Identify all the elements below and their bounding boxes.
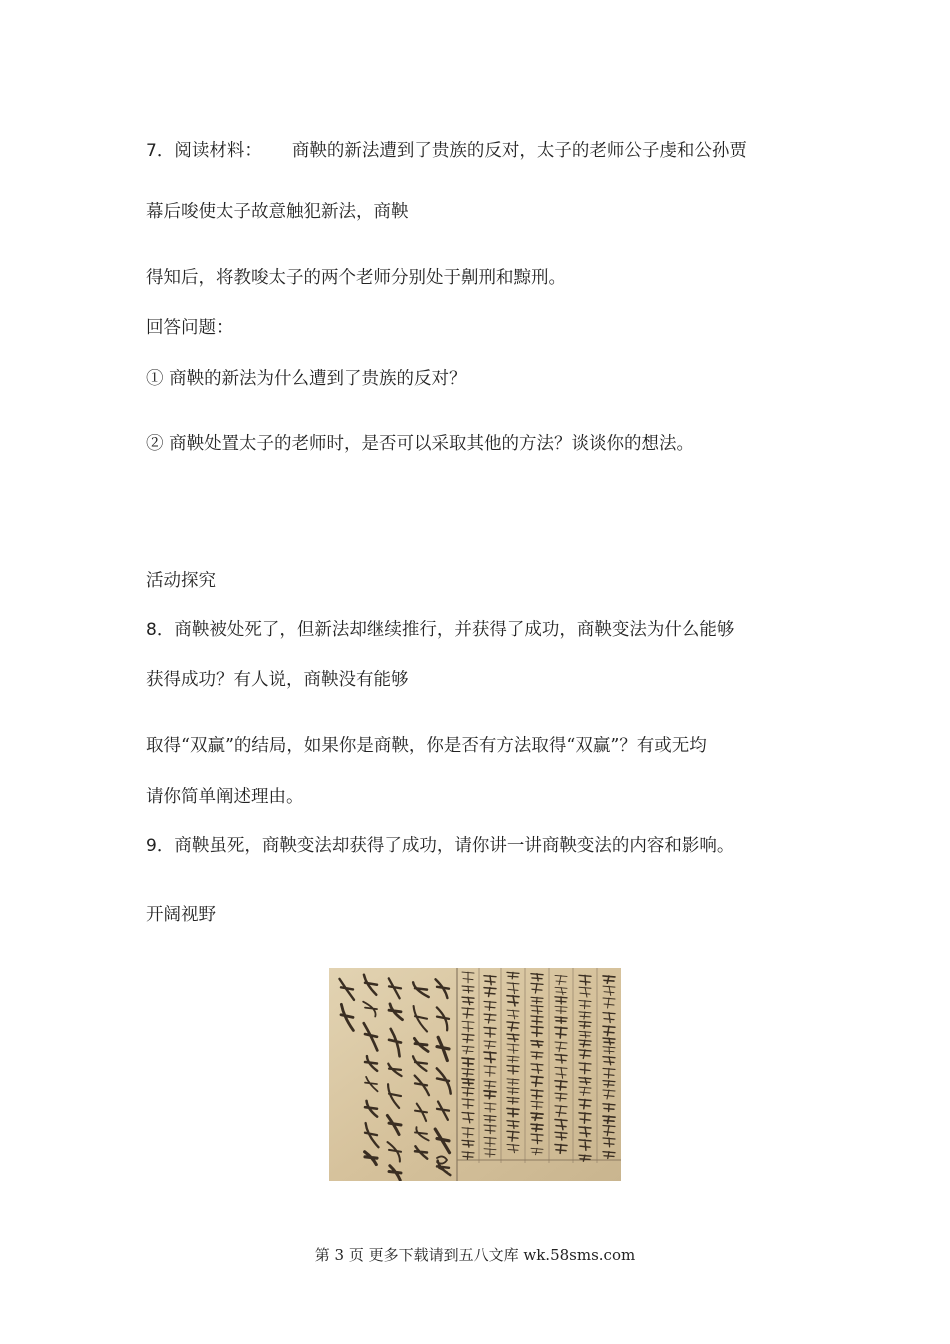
q7-line3: 得知后，将教唆太子的两个老师分别处于劓刑和黥刑。 bbox=[146, 268, 566, 288]
section-title-activity: 活动探究 bbox=[146, 571, 216, 591]
q7-lead: ．阅读材料： bbox=[156, 141, 262, 161]
q7-sub2: ② 商鞅处置太子的老师时，是否可以采取其他的方法？谈谈你的想法。 bbox=[146, 434, 695, 454]
q8-line3: 取得“双赢”的结局，如果你是商鞅，你是否有方法取得“双赢”？有或无均 bbox=[146, 736, 707, 756]
q9-line1 bbox=[146, 835, 734, 857]
q8-line1 bbox=[146, 619, 734, 641]
q9-number: 9 bbox=[146, 836, 157, 856]
manuscript-image bbox=[329, 968, 621, 1181]
manuscript-picture bbox=[329, 968, 621, 1181]
q7-sub1: ① 商鞅的新法为什么遭到了贵族的反对？ bbox=[146, 369, 467, 389]
q7-line1-text: 商鞅的新法遭到了贵族的反对，太子的老师公子虔和公孙贾 bbox=[291, 141, 747, 161]
q7-number: 7 bbox=[146, 141, 157, 161]
q7-line2: 幕后唆使太子故意触犯新法，商鞅 bbox=[146, 202, 409, 222]
q7-prompt: 回答问题： bbox=[146, 318, 234, 338]
q8-line2: 获得成功？有人说，商鞅没有能够 bbox=[146, 670, 409, 690]
section-title-horizon: 开阔视野 bbox=[146, 905, 216, 925]
q8-line4: 请你简单阐述理由。 bbox=[146, 787, 304, 807]
page-footer: 第 3 页 更多下载请到五八文库 wk.58sms.com bbox=[314, 1246, 636, 1264]
q8-number: 8 bbox=[146, 620, 157, 640]
q7-line1 bbox=[146, 140, 747, 162]
q8-line1-text: ．商鞅被处死了，但新法却继续推行，并获得了成功，商鞅变法为什么能够 bbox=[156, 620, 735, 640]
q9-line1-text: ．商鞅虽死，商鞅变法却获得了成功，请你讲一讲商鞅变法的内容和影响。 bbox=[156, 836, 735, 856]
